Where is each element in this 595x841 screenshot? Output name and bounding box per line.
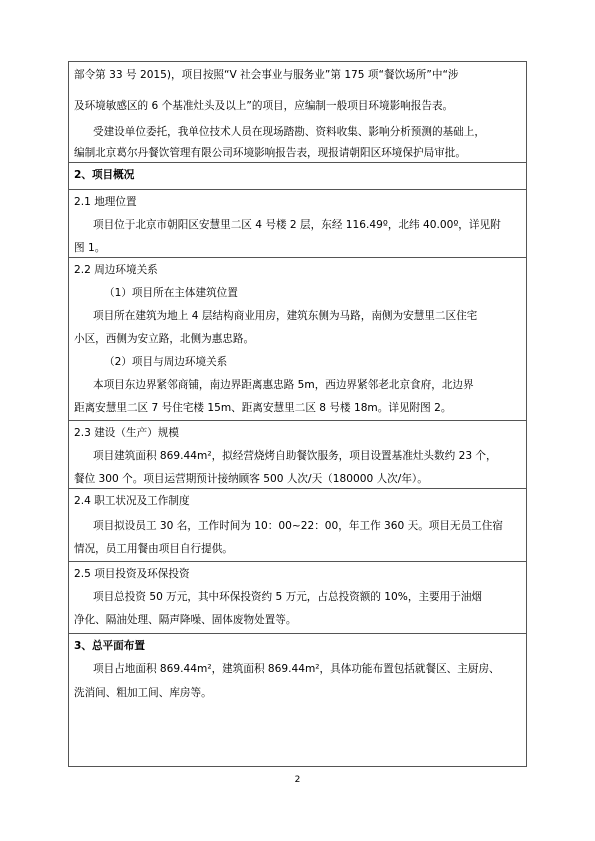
page-number: 2 [294,775,301,785]
section-divider [68,420,527,421]
body-text-line: 编制北京葛尔丹餐饮管理有限公司环境影响报告表，现报请朝阳区环境保护局审批。 [74,147,466,159]
body-text-line: 项目建筑面积 869.44m²，拟经营烧烤自助餐饮服务，项目设置基准灶头数约 23 个， [93,450,497,462]
body-text-line: 项目所在建筑为地上 4 层结构商业用房，建筑东侧为马路，南侧为安慧里二区住宅 [93,310,478,322]
body-text-line: 项目位于北京市朝阳区安慧里二区 4 号楼 2 层，东经 116.49º，北纬 40.00º，详见附 [93,219,501,231]
body-text-line: 图 1。 [74,242,106,254]
section-divider [68,633,527,634]
subsection-heading: 2.4 职工状况及工作制度 [74,495,190,507]
section-divider [68,189,527,190]
body-text-line: 小区，西侧为安立路，北侧为惠忠路。 [74,333,255,345]
subsection-heading: 2.3 建设（生产）规模 [74,427,179,439]
item-heading: （2）项目与周边环境关系 [104,356,228,368]
subsection-heading: 2.1 地理位置 [74,196,137,208]
body-text-line: 餐位 300 个。项目运营期预计接纳顾客 500 人次/天（180000 人次/年）。 [74,473,428,485]
body-text-line: 项目占地面积 869.44m²，建筑面积 869.44m²，具体功能布置包括就餐区、主厨房、 [93,663,500,675]
item-heading: （1）项目所在主体建筑位置 [104,287,238,299]
body-text-line: 项目拟设员工 30 名，工作时间为 10：00~22：00，年工作 360 天。项目无员工住宿 [93,520,503,532]
body-text-line: 受建设单位委托，我单位技术人员在现场踏勘、资料收集、影响分析预测的基础上， [93,126,485,138]
section-divider [68,162,527,163]
subsection-heading: 2.2 周边环境关系 [74,264,158,276]
body-text-line: 及环境敏感区的 6 个基准灶头及以上”的项目，应编制一般项目环境影响报告表。 [74,100,454,112]
section-divider [68,488,527,489]
body-text-line: 项目总投资 50 万元，其中环保投资约 5 万元，占总投资额的 10%，主要用于油烟 [93,591,483,603]
subsection-heading: 2.5 项目投资及环保投资 [74,568,190,580]
body-text-line: 洗消间、粗加工间、库房等。 [74,687,212,699]
section-heading: 3、总平面布置 [74,640,145,652]
body-text-line: 部令第 33 号 2015)，项目按照“V 社会事业与服务业”第 175 项“餐饮场所”中“涉 [74,69,459,81]
section-heading: 2、项目概况 [74,169,135,181]
body-text-line: 净化、隔油处理、隔声降噪、固体废物处置等。 [74,614,297,626]
section-divider [68,561,527,562]
body-text-line: 距离安慧里二区 7 号住宅楼 15m、距离安慧里二区 8 号楼 18m。详见附图 2。 [74,402,452,414]
body-text-line: 情况，员工用餐由项目自行提供。 [74,543,233,555]
section-divider [68,257,527,258]
body-text-line: 本项目东边界紧邻商铺，南边界距离惠忠路 5m，西边界紧邻老北京食府，北边界 [93,379,474,391]
